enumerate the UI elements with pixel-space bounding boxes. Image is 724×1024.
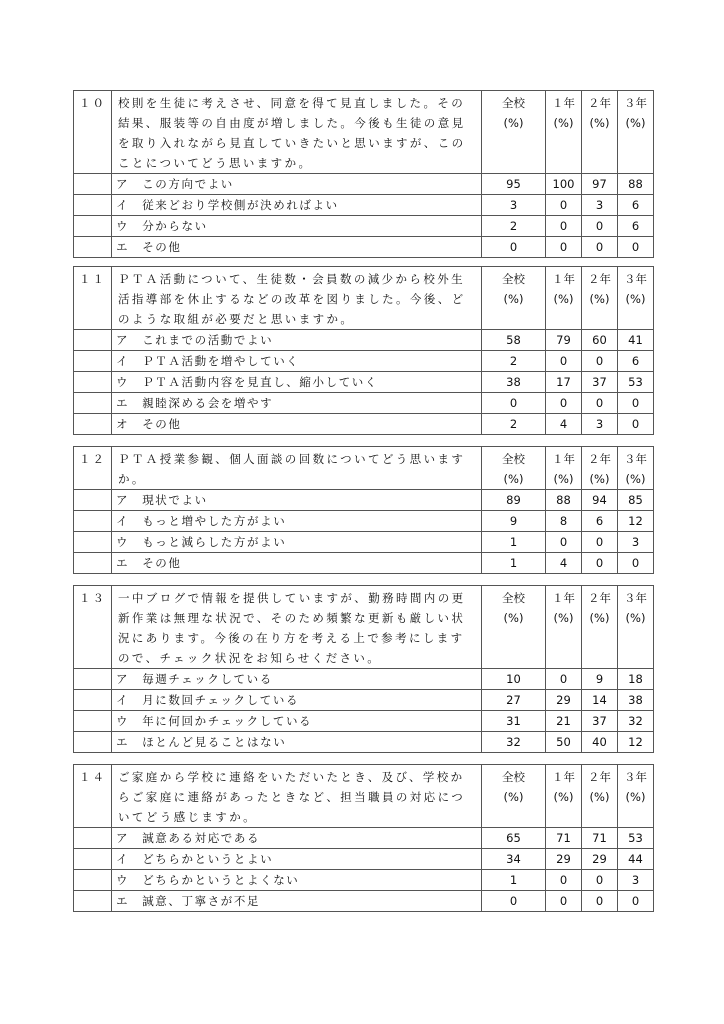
option-number-cell [74, 553, 112, 574]
header-grade-1-label: １年 [552, 452, 575, 466]
option-row [74, 511, 654, 532]
option-row [74, 532, 654, 553]
option-label: ウ 分からない [112, 216, 482, 237]
header-grade-2 [582, 91, 618, 174]
value-all-school: 1 [482, 553, 546, 574]
option-label: エ 誠意、丁寧さが不足 [112, 891, 482, 912]
value-grade-2: 40 [582, 732, 618, 753]
value-grade-3: 38 [618, 690, 654, 711]
option-number-cell [74, 490, 112, 511]
option-label: エ その他 [112, 237, 482, 258]
header-grade-1 [546, 586, 582, 669]
value-grade-1: 21 [546, 711, 582, 732]
question-header-row [74, 447, 654, 490]
header-grade-2-label: ２年 [588, 272, 611, 286]
header-grade-1 [546, 91, 582, 174]
value-grade-1: 88 [546, 490, 582, 511]
header-all-school [482, 91, 546, 174]
value-grade-3: 6 [618, 195, 654, 216]
value-grade-1: 100 [546, 174, 582, 195]
option-label: オ その他 [112, 414, 482, 435]
header-grade-1 [546, 267, 582, 330]
header-grade-2 [582, 267, 618, 330]
option-row [74, 711, 654, 732]
header-grade-3-label: ３年 [624, 770, 647, 784]
header-grade-2-label: ２年 [588, 591, 611, 605]
option-label: ア これまでの活動でよい [112, 330, 482, 351]
value-grade-1: 4 [546, 553, 582, 574]
value-grade-2: 0 [582, 237, 618, 258]
question-text: 校則を生徒に考えさせ、同意を得て見直しました。その結果、服装等の自由度が増しました。今後も生徒の意見を取り入れながら見直していきたいと思いますが、このことについてどう思いますか。 [112, 91, 482, 174]
option-number-cell [74, 711, 112, 732]
option-number-cell [74, 372, 112, 393]
header-grade-3-label: ３年 [624, 96, 647, 110]
value-grade-1: 0 [546, 393, 582, 414]
option-number-cell [74, 732, 112, 753]
value-grade-1: 4 [546, 414, 582, 435]
value-grade-2: 71 [582, 828, 618, 849]
header-grade-3-label: ３年 [624, 591, 647, 605]
value-all-school: 34 [482, 849, 546, 870]
value-grade-1: 0 [546, 891, 582, 912]
option-label: エ その他 [112, 553, 482, 574]
header-grade-3-unit: (%) [625, 611, 646, 625]
option-row [74, 690, 654, 711]
value-grade-1: 0 [546, 195, 582, 216]
header-grade-1-unit: (%) [553, 292, 574, 306]
header-grade-2-unit: (%) [589, 790, 610, 804]
value-grade-3: 88 [618, 174, 654, 195]
value-all-school: 2 [482, 216, 546, 237]
value-grade-3: 41 [618, 330, 654, 351]
header-all-school [482, 447, 546, 490]
header-grade-2-label: ２年 [588, 770, 611, 784]
option-label: イ どちらかというとよい [112, 849, 482, 870]
value-grade-2: 14 [582, 690, 618, 711]
option-row [74, 732, 654, 753]
value-grade-3: 0 [618, 891, 654, 912]
header-all-school-unit: (%) [503, 116, 524, 130]
value-grade-2: 0 [582, 216, 618, 237]
option-number-cell [74, 891, 112, 912]
value-all-school: 3 [482, 195, 546, 216]
header-all-school-unit: (%) [503, 292, 524, 306]
option-row [74, 414, 654, 435]
header-all-school-unit: (%) [503, 611, 524, 625]
option-row [74, 195, 654, 216]
option-number-cell [74, 511, 112, 532]
option-row [74, 669, 654, 690]
header-all-school-label: 全校 [502, 770, 525, 784]
value-grade-3: 0 [618, 553, 654, 574]
option-label: ア この方向でよい [112, 174, 482, 195]
header-grade-1-label: １年 [552, 272, 575, 286]
value-grade-1: 0 [546, 669, 582, 690]
question-header-row [74, 91, 654, 174]
option-label: ウ ＰＴＡ活動内容を見直し、縮小していく [112, 372, 482, 393]
header-grade-1 [546, 765, 582, 828]
option-row [74, 393, 654, 414]
option-row [74, 870, 654, 891]
value-grade-2: 6 [582, 511, 618, 532]
question-table [73, 764, 654, 912]
option-number-cell [74, 414, 112, 435]
header-grade-2 [582, 765, 618, 828]
value-all-school: 2 [482, 414, 546, 435]
question-table [73, 90, 654, 258]
value-all-school: 2 [482, 351, 546, 372]
value-grade-3: 53 [618, 372, 654, 393]
value-all-school: 38 [482, 372, 546, 393]
header-grade-2-unit: (%) [589, 611, 610, 625]
option-number-cell [74, 870, 112, 891]
value-grade-1: 0 [546, 351, 582, 372]
value-grade-2: 0 [582, 891, 618, 912]
option-row [74, 216, 654, 237]
value-all-school: 95 [482, 174, 546, 195]
value-all-school: 58 [482, 330, 546, 351]
question-number: １０ [74, 91, 112, 174]
value-grade-3: 3 [618, 532, 654, 553]
option-row [74, 237, 654, 258]
question-text: 一中ブログで情報を提供していますが、勤務時間内の更新作業は無理な状況で、そのため頻繁な更新も厳しい状況にあります。今後の在り方を考える上で参考にしますので、チェック状況をお知らせください。 [112, 586, 482, 669]
option-label: イ 月に数回チェックしている [112, 690, 482, 711]
question-header-row [74, 765, 654, 828]
header-grade-3 [618, 447, 654, 490]
option-number-cell [74, 393, 112, 414]
question-number: １４ [74, 765, 112, 828]
value-all-school: 32 [482, 732, 546, 753]
value-grade-3: 85 [618, 490, 654, 511]
value-grade-1: 71 [546, 828, 582, 849]
header-grade-1-label: １年 [552, 770, 575, 784]
value-grade-3: 3 [618, 870, 654, 891]
value-grade-3: 44 [618, 849, 654, 870]
option-label: ア 誠意ある対応である [112, 828, 482, 849]
value-grade-1: 50 [546, 732, 582, 753]
option-row [74, 828, 654, 849]
header-grade-3-unit: (%) [625, 472, 646, 486]
header-grade-1 [546, 447, 582, 490]
header-grade-2-unit: (%) [589, 292, 610, 306]
value-grade-3: 12 [618, 511, 654, 532]
header-grade-1-unit: (%) [553, 790, 574, 804]
value-all-school: 27 [482, 690, 546, 711]
value-grade-2: 3 [582, 414, 618, 435]
header-grade-2-unit: (%) [589, 116, 610, 130]
option-number-cell [74, 849, 112, 870]
value-grade-2: 37 [582, 372, 618, 393]
value-all-school: 31 [482, 711, 546, 732]
value-grade-3: 0 [618, 414, 654, 435]
value-all-school: 65 [482, 828, 546, 849]
value-grade-2: 29 [582, 849, 618, 870]
header-all-school-label: 全校 [502, 452, 525, 466]
option-number-cell [74, 216, 112, 237]
value-grade-2: 0 [582, 532, 618, 553]
value-grade-2: 9 [582, 669, 618, 690]
option-number-cell [74, 195, 112, 216]
value-all-school: 1 [482, 532, 546, 553]
header-all-school [482, 267, 546, 330]
value-grade-1: 29 [546, 690, 582, 711]
header-all-school [482, 586, 546, 669]
question-header-row [74, 586, 654, 669]
header-grade-3-label: ３年 [624, 272, 647, 286]
option-row [74, 891, 654, 912]
option-number-cell [74, 669, 112, 690]
header-grade-3 [618, 765, 654, 828]
value-grade-3: 6 [618, 216, 654, 237]
value-grade-2: 0 [582, 553, 618, 574]
header-grade-1-unit: (%) [553, 472, 574, 486]
value-grade-3: 0 [618, 393, 654, 414]
option-label: イ 従来どおり学校側が決めればよい [112, 195, 482, 216]
question-header-row [74, 267, 654, 330]
header-grade-3-unit: (%) [625, 292, 646, 306]
question-text: ＰＴＡ活動について、生徒数・会員数の減少から校外生活指導部を休止するなどの改革を図りました。今後、どのような取組が必要だと思いますか。 [112, 267, 482, 330]
value-grade-3: 18 [618, 669, 654, 690]
value-grade-2: 37 [582, 711, 618, 732]
value-all-school: 10 [482, 669, 546, 690]
option-row [74, 553, 654, 574]
value-grade-3: 12 [618, 732, 654, 753]
question-number: １２ [74, 447, 112, 490]
header-grade-1-unit: (%) [553, 611, 574, 625]
header-grade-3 [618, 91, 654, 174]
header-grade-1-label: １年 [552, 591, 575, 605]
value-grade-3: 0 [618, 237, 654, 258]
value-grade-2: 97 [582, 174, 618, 195]
value-grade-1: 79 [546, 330, 582, 351]
header-grade-2-label: ２年 [588, 96, 611, 110]
header-all-school-unit: (%) [503, 472, 524, 486]
header-grade-1-unit: (%) [553, 116, 574, 130]
header-all-school-label: 全校 [502, 591, 525, 605]
value-grade-2: 94 [582, 490, 618, 511]
header-grade-3 [618, 586, 654, 669]
value-all-school: 89 [482, 490, 546, 511]
value-grade-2: 60 [582, 330, 618, 351]
value-grade-2: 0 [582, 351, 618, 372]
option-row [74, 330, 654, 351]
value-grade-1: 8 [546, 511, 582, 532]
question-number: １１ [74, 267, 112, 330]
option-number-cell [74, 174, 112, 195]
header-all-school-unit: (%) [503, 790, 524, 804]
value-grade-1: 0 [546, 216, 582, 237]
value-grade-3: 53 [618, 828, 654, 849]
value-grade-1: 0 [546, 870, 582, 891]
value-grade-1: 0 [546, 237, 582, 258]
value-all-school: 0 [482, 891, 546, 912]
option-row [74, 849, 654, 870]
value-all-school: 0 [482, 237, 546, 258]
option-number-cell [74, 532, 112, 553]
header-grade-3 [618, 267, 654, 330]
option-number-cell [74, 690, 112, 711]
question-table [73, 266, 654, 435]
header-grade-3-unit: (%) [625, 116, 646, 130]
value-grade-3: 32 [618, 711, 654, 732]
header-grade-3-label: ３年 [624, 452, 647, 466]
option-label: ウ もっと減らした方がよい [112, 532, 482, 553]
header-grade-2-unit: (%) [589, 472, 610, 486]
option-label: ア 現状でよい [112, 490, 482, 511]
header-grade-1-label: １年 [552, 96, 575, 110]
header-all-school [482, 765, 546, 828]
question-number: １３ [74, 586, 112, 669]
option-row [74, 490, 654, 511]
option-label: エ 親睦深める会を増やす [112, 393, 482, 414]
option-label: イ もっと増やした方がよい [112, 511, 482, 532]
question-text: ＰＴＡ授業参観、個人面談の回数についてどう思いますか。 [112, 447, 482, 490]
option-row [74, 174, 654, 195]
value-grade-2: 0 [582, 870, 618, 891]
header-grade-3-unit: (%) [625, 790, 646, 804]
value-grade-3: 6 [618, 351, 654, 372]
header-grade-2-label: ２年 [588, 452, 611, 466]
value-all-school: 0 [482, 393, 546, 414]
value-grade-1: 17 [546, 372, 582, 393]
option-label: エ ほとんど見ることはない [112, 732, 482, 753]
value-grade-1: 0 [546, 532, 582, 553]
value-grade-1: 29 [546, 849, 582, 870]
question-table [73, 585, 654, 753]
option-number-cell [74, 351, 112, 372]
value-grade-2: 3 [582, 195, 618, 216]
option-label: ウ どちらかというとよくない [112, 870, 482, 891]
header-all-school-label: 全校 [502, 272, 525, 286]
question-table [73, 446, 654, 574]
option-number-cell [74, 828, 112, 849]
option-number-cell [74, 237, 112, 258]
header-grade-2 [582, 586, 618, 669]
option-label: ア 毎週チェックしている [112, 669, 482, 690]
option-number-cell [74, 330, 112, 351]
option-label: ウ 年に何回かチェックしている [112, 711, 482, 732]
value-all-school: 1 [482, 870, 546, 891]
header-grade-2 [582, 447, 618, 490]
option-row [74, 372, 654, 393]
option-row [74, 351, 654, 372]
option-label: イ ＰＴＡ活動を増やしていく [112, 351, 482, 372]
header-all-school-label: 全校 [502, 96, 525, 110]
value-all-school: 9 [482, 511, 546, 532]
value-grade-2: 0 [582, 393, 618, 414]
question-text: ご家庭から学校に連絡をいただいたとき、及び、学校からご家庭に連絡があったときなど、担当職員の対応についてどう感じますか。 [112, 765, 482, 828]
